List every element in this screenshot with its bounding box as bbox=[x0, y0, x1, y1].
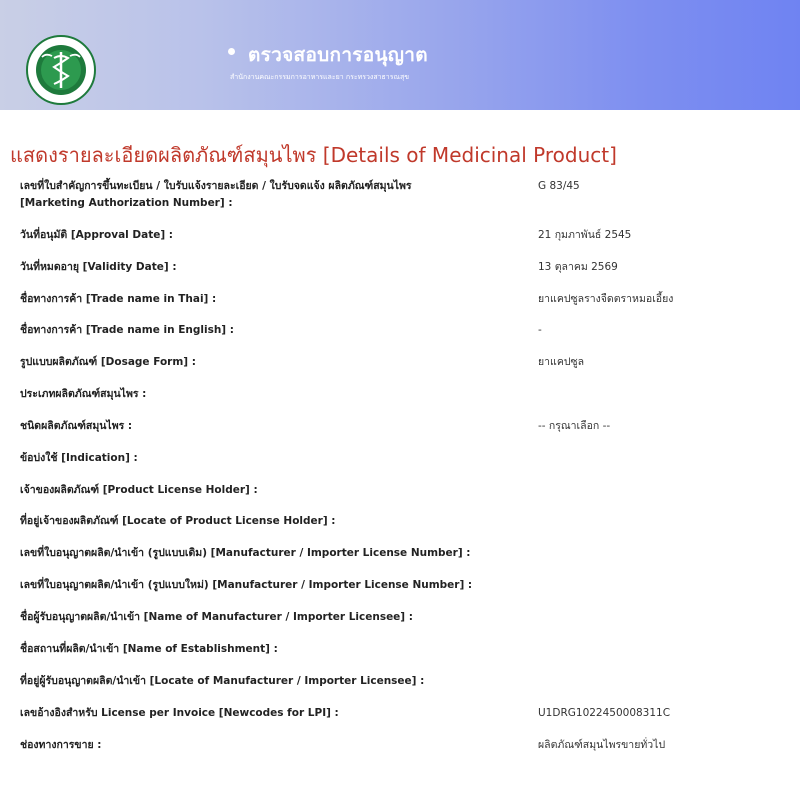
detail-label-trade-name-english: ชื่อทางการค้า [Trade name in English] : bbox=[20, 324, 234, 336]
detail-label-approval-date: วันที่อนุมัติ [Approval Date] : bbox=[20, 229, 174, 241]
detail-label-validity-date: วันที่หมดอายุ [Validity Date] : bbox=[20, 261, 177, 273]
detail-label-license-holder-address: ที่อยู่เจ้าของผลิตภัณฑ์ [Locate of Product License Holder] : bbox=[20, 515, 336, 527]
header-title: ตรวจสอบการอนุญาต bbox=[248, 44, 428, 66]
detail-label-establishment-name: ชื่อสถานที่ผลิต/นำเข้า [Name of Establishment] : bbox=[20, 643, 278, 655]
detail-value-marketing-authorization: G 83/45 bbox=[538, 180, 580, 192]
detail-label-sales-channel: ช่องทางการขาย : bbox=[20, 739, 102, 751]
detail-value-trade-name-english: - bbox=[538, 324, 542, 336]
detail-value-trade-name-thai: ยาแคปซูลรางจืดตราหมอเอี้ยง bbox=[538, 293, 674, 305]
detail-label-trade-name-thai: ชื่อทางการค้า [Trade name in Thai] : bbox=[20, 293, 217, 305]
detail-value-dosage-form: ยาแคปซูล bbox=[538, 356, 585, 368]
detail-label-license-number-new: เลขที่ใบอนุญาตผลิต/นำเข้า (รูปแบบใหม่) [Manufacturer / Importer License Number] : bbox=[20, 579, 473, 591]
header-subtitle: สำนักงานคณะกรรมการอาหารและยา กระทรวงสาธารณสุข bbox=[230, 73, 410, 81]
detail-label-line2: [Marketing Authorization Number] : bbox=[20, 197, 233, 209]
detail-label-dosage-form: รูปแบบผลิตภัณฑ์ [Dosage Form] : bbox=[20, 356, 196, 368]
detail-label-indication: ข้อบ่งใช้ [Indication] : bbox=[20, 452, 138, 464]
detail-label-herbal-category: ประเภทผลิตภัณฑ์สมุนไพร : bbox=[20, 388, 147, 400]
header-banner bbox=[0, 0, 800, 110]
detail-label-lpi-code: เลขอ้างอิงสำหรับ License per Invoice [Newcodes for LPI] : bbox=[20, 707, 339, 719]
detail-value-lpi-code: U1DRG1022450008311C bbox=[538, 707, 671, 719]
detail-value-approval-date: 21 กุมภาพันธ์ 2545 bbox=[538, 229, 632, 241]
detail-label-marketing-authorization bbox=[20, 178, 520, 212]
detail-label-licensee-name: ชื่อผู้รับอนุญาตผลิต/นำเข้า [Name of Manufacturer / Importer Licensee] : bbox=[20, 611, 413, 623]
detail-label-license-holder: เจ้าของผลิตภัณฑ์ [Product License Holder] : bbox=[20, 484, 258, 496]
detail-value-sales-channel: ผลิตภัณฑ์สมุนไพรขายทั่วไป bbox=[538, 739, 666, 751]
detail-value-validity-date: 13 ตุลาคม 2569 bbox=[538, 261, 618, 273]
detail-label-license-number-old: เลขที่ใบอนุญาตผลิต/นำเข้า (รูปแบบเดิม) [Manufacturer / Importer License Number] : bbox=[20, 547, 471, 559]
detail-label-herbal-type: ชนิดผลิตภัณฑ์สมุนไพร : bbox=[20, 420, 133, 432]
detail-label-line1: เลขที่ใบสำคัญการขึ้นทะเบียน / ใบรับแจ้งรายละเอียด / ใบรับจดแจ้ง ผลิตภัณฑ์สมุนไพร bbox=[20, 180, 412, 192]
bullet-icon bbox=[228, 48, 235, 55]
ministry-logo-icon[interactable] bbox=[22, 34, 100, 106]
page-title: แสดงรายละเอียดผลิตภัณฑ์สมุนไพร [Details of Medicinal Product] bbox=[10, 143, 617, 167]
detail-label-licensee-address: ที่อยู่ผู้รับอนุญาตผลิต/นำเข้า [Locate of Manufacturer / Importer Licensee] : bbox=[20, 675, 425, 687]
detail-value-herbal-type: -- กรุณาเลือก -- bbox=[538, 420, 611, 432]
